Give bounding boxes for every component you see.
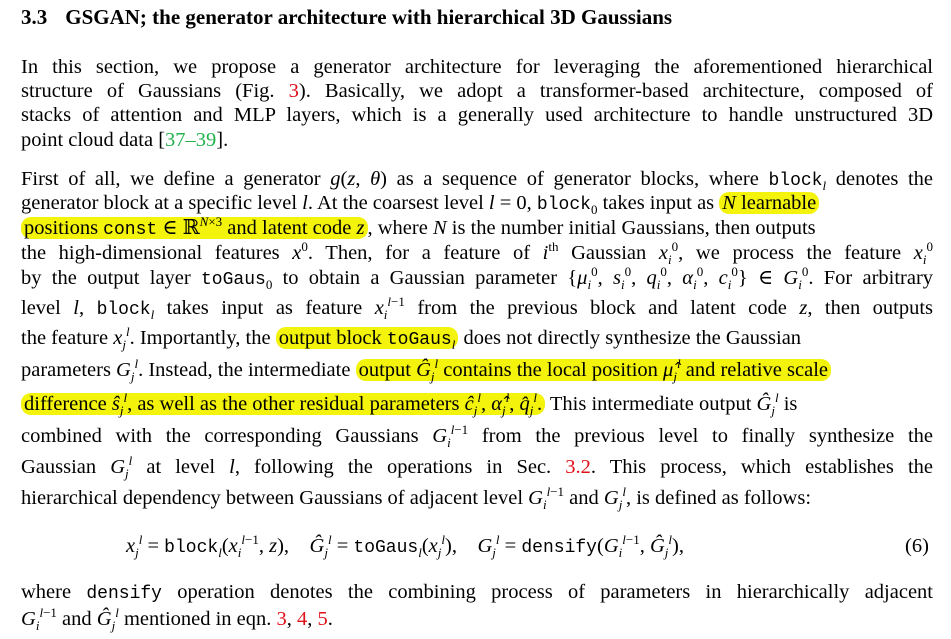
- para2-line2: generator block at a specific level l. At the coarsest level l = 0, block$_0$ takes input as N learnable: [21, 191, 933, 217]
- equation-number: (6): [905, 535, 929, 557]
- para3-line1: where densify operation denotes the combining process of parameters in hierarchically adjacent: [21, 581, 933, 604]
- section-number: 3.3: [21, 5, 48, 29]
- para2-line6: level l, block$_l$ takes input as feature $x_i^{l-1}$ from the previous block and latent code z, then outputs: [21, 294, 934, 323]
- para2-line5: by the output layer toGaus$_0$ to obtain a Gaussian parameter {$\mu_i^0$, $s_i^0$, $q_i^0$, $\alpha_i^0$, $c_i^0$} ∈ $G_i^0$. For arbitrary: [21, 264, 934, 293]
- section-title: GSGAN; the generator architecture with hierarchical 3D Gaussians: [65, 5, 673, 29]
- para1-line4: point cloud data [37–39].: [21, 129, 229, 151]
- para2-line12: hierarchical dependency between Gaussians of adjacent level $G_i^{l-1}$ and $G_j^l$, is defined as follows:: [21, 484, 812, 513]
- highlight: difference $ŝ_j^l$, as well as the other residual parameters $ĉ_j^l$, $\alphâ_j^l$, $q̂_j^l$.: [21, 393, 545, 415]
- citation-link[interactable]: 37–39: [165, 129, 217, 151]
- para2-line11: Gaussian $G_j^l$ at level l, following the operations in Sec. 3.2. This process, which establishes the: [21, 453, 934, 482]
- highlight: N learnable: [719, 192, 819, 214]
- equation-ref-link[interactable]: 5: [317, 608, 328, 630]
- section-ref-link[interactable]: 3.2: [565, 456, 591, 478]
- figure-ref-link[interactable]: 3: [288, 80, 299, 102]
- highlight: positions const ∈ ℝ$^{N\times 3}$ and latent code z: [21, 217, 368, 239]
- para2-line4: the high-dimensional features $x^0$. Then, for a feature of $i^{th}$ Gaussian $x_i^0$, we process the feature $x_i^0$: [21, 239, 933, 268]
- para2-line8: parameters $G_j^l$. Instead, the intermediate output $Ĝ_j^l$ contains the local position $\mû_j^l$ and relative scale: [21, 358, 933, 382]
- highlight: output block toGaus$_l$: [276, 327, 459, 349]
- para1-line1: In this section, we propose a generator architecture for leveraging the aforementioned hierarchical: [21, 56, 933, 78]
- para2-line3: positions const ∈ ℝ$^{N\times 3}$ and latent code z , where N is the number initial Gaussians, then outputs: [21, 216, 933, 242]
- para2-line10: combined with the corresponding Gaussians $G_i^{l-1}$ from the previous level to finally synthesize the: [21, 422, 933, 451]
- para2-line7: the feature $x_j^l$. Importantly, the output block toGaus$_l$ does not directly synthesize the Gaussian: [21, 324, 802, 353]
- equation-ref-link[interactable]: 4: [297, 608, 308, 630]
- para1-line3: stacks of attention and MLP layers, which is a generally used architecture to handle unstructured 3D: [21, 104, 933, 126]
- para2-line1: First of all, we define a generator g(z, θ) as a sequence of generator blocks, where block$_l$ denotes the: [21, 168, 934, 194]
- equation-ref-link[interactable]: 3: [276, 608, 287, 630]
- para2-line9: difference $ŝ_j^l$, as well as the other residual parameters $ĉ_j^l$, $\alphâ_j^l$, $q̂_j^l$. This intermediate output $Ĝ_j^l$ is: [21, 392, 933, 416]
- section-heading: [21, 5, 672, 30]
- highlight: output $Ĝ_j^l$ contains the local position $\mû_j^l$ and relative scale: [356, 359, 831, 381]
- para3-line2: $G_i^{l-1}$ and $Ĝ_j^l$ mentioned in eqn. 3, 4, 5.: [21, 605, 333, 634]
- equation: $x_j^l$ = $block_l(x_i^{l-1}$, z), $Ĝ_j^l$ = $toGaus_l(x_j^l)$, $G_j^l$ = $densify(G_i^{l-1}$, $Ĝ_j^l$),: [126, 532, 684, 561]
- para1-line2: structure of Gaussians (Fig. 3). Basically, we adopt a transformer-based architecture, composed of: [21, 80, 933, 102]
